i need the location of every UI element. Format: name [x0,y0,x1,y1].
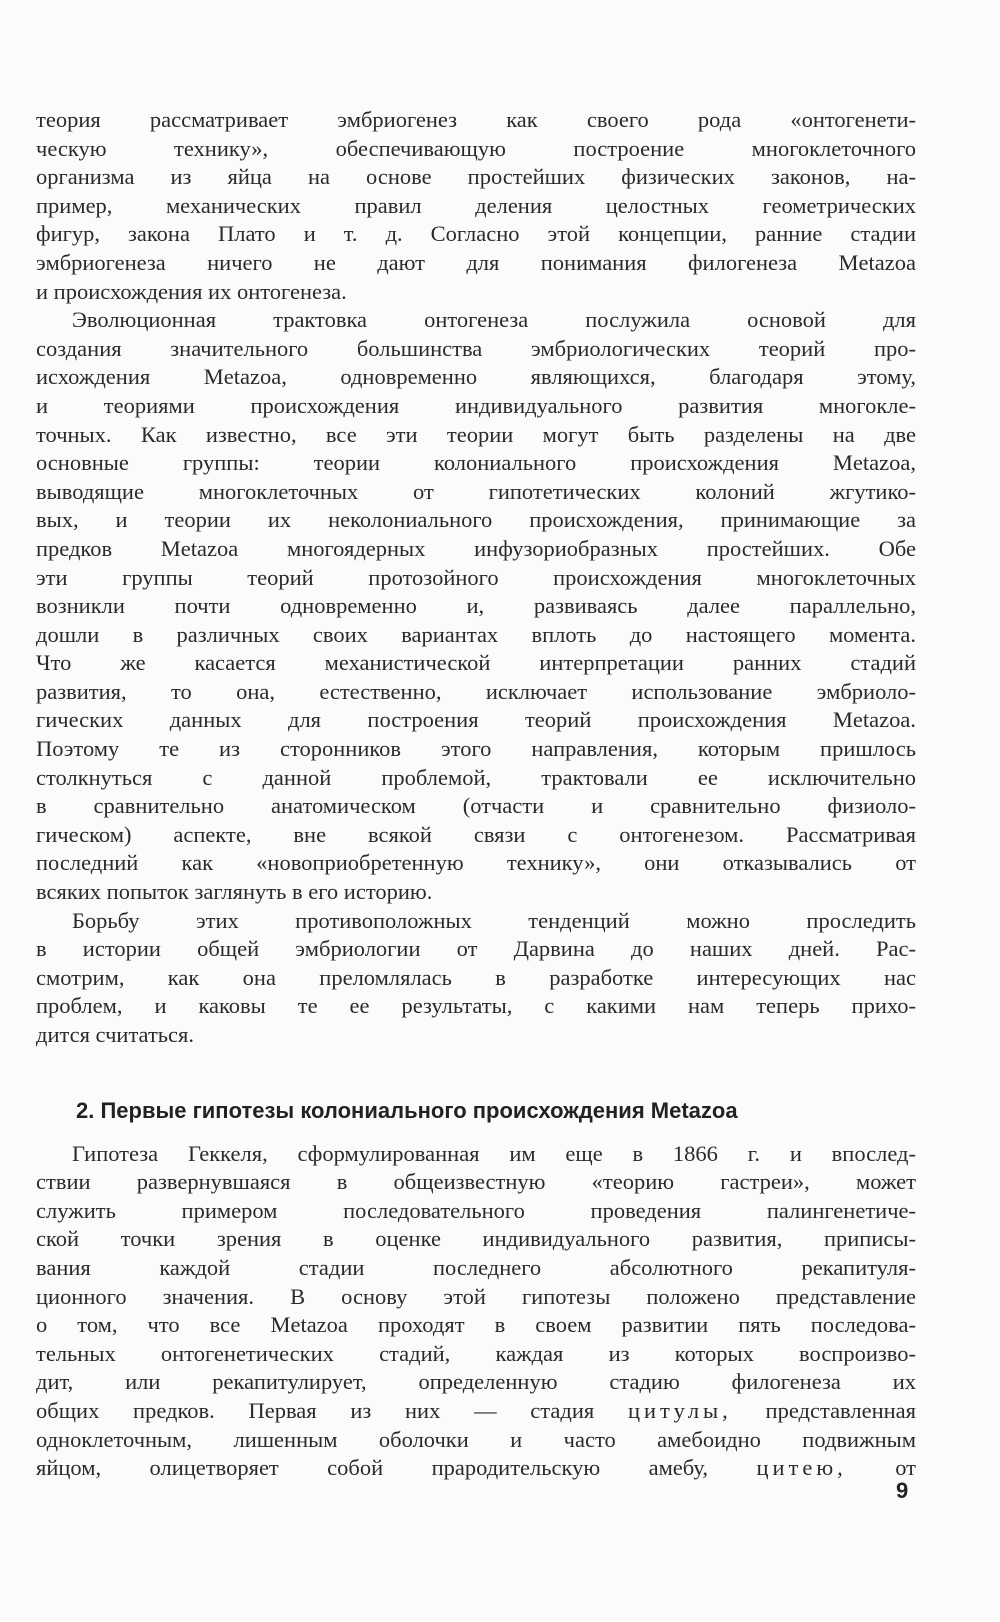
text-line: смотрим, как она преломлялась в разработке интересующих нас [36,964,916,990]
text-line: вых, и теории их неколониального происхождения, принимающие за [36,507,916,533]
text-line: выводящие многоклеточных от гипотетических колоний жгутико- [36,478,916,504]
text-line: гических данных для построения теорий происхождения Metazoa. [36,707,916,733]
paragraph-2 [36,306,916,906]
paragraph-1 [36,106,916,306]
text-line: служить примером последовательного проведения палингенетиче- [36,1197,916,1223]
text-line: Поэтому те из сторонников этого направления, которым пришлось [36,736,916,762]
text-line: точных. Как известно, все эти теории могут быть разделены на две [36,421,916,447]
text-line: всяких попыток заглянуть в его историю. [36,879,433,905]
text-line [36,1454,916,1483]
text-line: создания значительного большинства эмбриологических теорий про- [36,335,916,361]
text-line: ской точки зрения в оценке индивидуального развития, приписы- [36,1226,916,1252]
text-line: о том, что все Metazoa проходят в своем развитии пять последова- [36,1312,916,1338]
text-line: и происхождения их онтогенеза. [36,278,347,304]
text-line: ческую технику», обеспечивающую построение многоклеточного [36,135,916,161]
text-line: последний как «новоприобретенную технику», они отказывались от [36,850,916,876]
text-line: Эволюционная трактовка онтогенеза послужила основой для [72,307,916,333]
text-line: ствии развернувшаяся в общеизвестную «теорию гастреи», может [36,1169,916,1195]
page-text [36,106,916,1483]
text-line: исхождения Metazoa, одновременно являющихся, благодаря этому, [36,364,916,390]
text-line: в истории общей эмбриологии от Дарвина до наших дней. Рас- [36,936,916,962]
text-line: эмбриогенеза ничего не дают для понимания филогенеза Metazoa [36,249,916,275]
text-line: столкнуться с данной проблемой, трактовали ее исключительно [36,764,916,790]
text-line: в сравнительно анатомическом (отчасти и сравнительно физиоло- [36,793,916,819]
text-line: развития, то она, естественно, исключает использование эмбриоло- [36,678,916,704]
text-line: предков Metazoa многоядерных инфузориобразных простейших. Обе [36,535,916,561]
text-fragment: общих предков. Первая из них — стадия [36,1397,595,1423]
text-line: Что же касается механистической интерпретации ранних стадий [36,650,916,676]
text-line: дошли в различных своих вариантах вплоть до настоящего момента. [36,621,916,647]
text-line: возникли почти одновременно и, развиваясь далее параллельно, [36,593,916,619]
text-line: вания каждой стадии последнего абсолютного рекапитуля- [36,1254,916,1280]
text-line: теория рассматривает эмбриогенез как своего рода «онтогенети- [36,107,916,132]
paragraph-3 [36,907,916,1050]
page-number: 9 [896,1478,909,1503]
text-fragment: от [895,1455,916,1481]
text-line: гическом) аспекте, вне всякой связи с онтогенезом. Рассматривая [36,821,916,847]
spaced-term: цитулы, [627,1397,732,1423]
text-line: проблем, и каковы те ее результаты, с какими нам теперь прихо- [36,993,916,1019]
text-line [36,1397,916,1426]
text-line: Борьбу этих противоположных тенденций можно проследить [72,907,916,933]
text-line: одноклеточным, лишенным оболочки и часто амебоидно подвижным [36,1426,916,1452]
text-line: ционного значения. В основу этой гипотезы положено представление [36,1283,916,1309]
text-fragment: яйцом, олицетворяет собой прародительскую амебу, [36,1455,709,1481]
text-line: основные группы: теории колониального происхождения Metazoa, [36,450,916,476]
text-line: тельных онтогенетических стадий, каждая из которых воспроизво- [36,1340,916,1366]
text-line: и теориями происхождения индивидуального развития многокле- [36,392,916,418]
text-line: пример, механических правил деления целостных геометрических [36,192,916,218]
text-line: фигур, закона Плато и т. д. Согласно этой концепции, ранние стадии [36,221,916,247]
text-line: организма из яйца на основе простейших физических законов, на- [36,164,916,190]
section-heading: 2. Первые гипотезы колониального происхождения Metazoa [76,1097,738,1123]
spaced-term: цитею, [756,1455,847,1481]
text-line: дит, или рекапитулирует, определенную стадию филогенеза их [36,1369,916,1395]
text-line: дится считаться. [36,1022,195,1047]
text-line: эти группы теорий протозойного происхождения многоклеточных [36,564,916,590]
text-line: Гипотеза Геккеля, сформулированная им еще в 1866 г. и впослед- [72,1140,916,1166]
text-fragment: представленная [765,1397,916,1423]
paragraph-4 [36,1140,916,1483]
